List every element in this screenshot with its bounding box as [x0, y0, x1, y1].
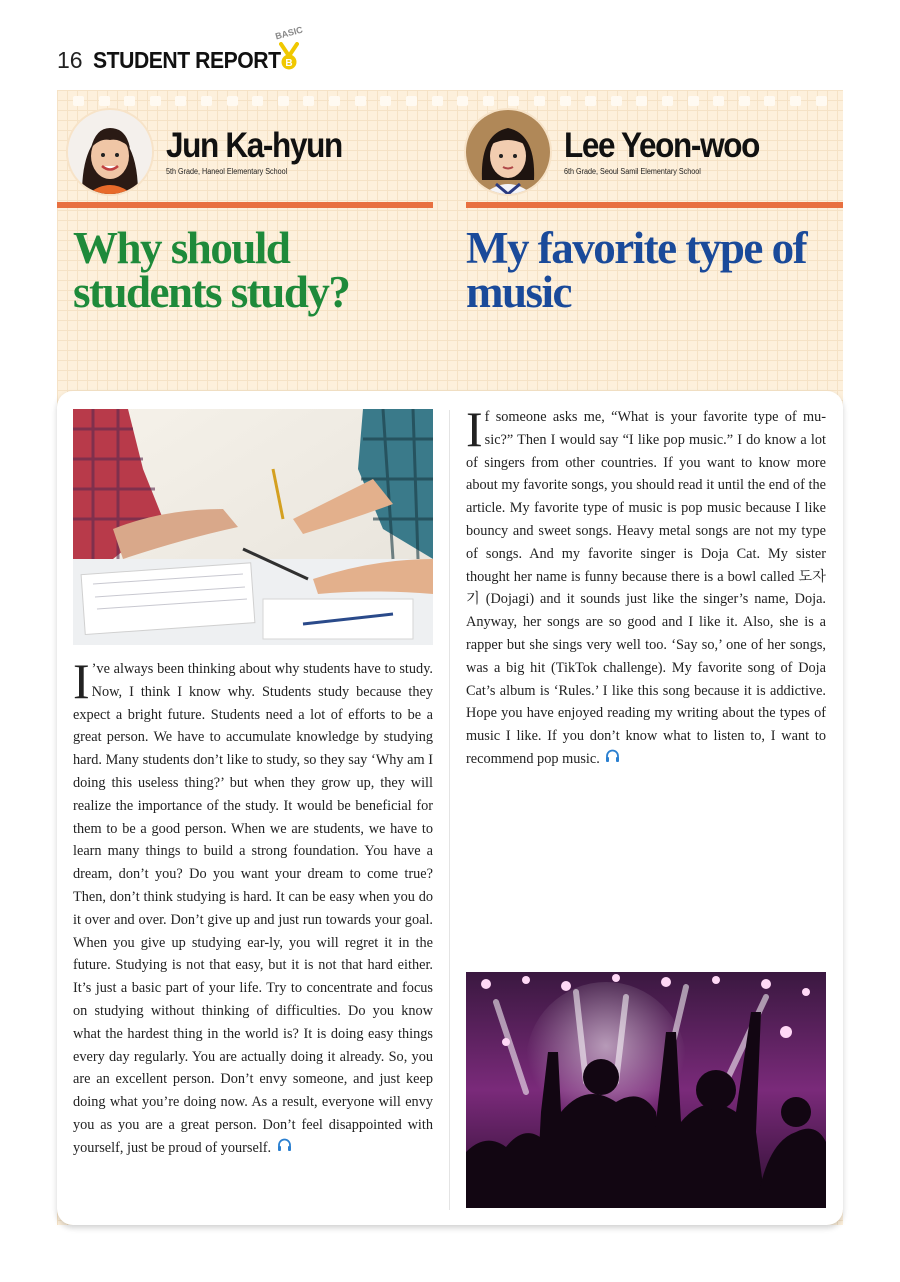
- left-body-text: ’ve always been thinking about why students have to study. Now, I think I know why. Students study because they expect a bright future. Students need a lot of efforts to be a great person. We have to accumulate knowledge by studying hard. Many students don’t like to study, so they say ‘Why am I doing this useless thing?’ but when they grow up, they will realize the importance of the study. It would be beneficial for them to be a good person. When we are students, we have to learn many things to build a strong foundation. You have a dream, don’t you? Do you want your dream to come true? Then, don’t think studying is hard. It can be easy when you do it over and over. Don’t give up and just run towards your goal. When you give up studying ear-ly, you will regret it in the future. Studying is not that easy, but it is not that hard either. It’s just a basic part of your life. Try to concentrate and focus on studying without thinking of difficulties. Do you know what the hardest thing in the world is? It is doing easy things every day regularly. You are actually doing it already. So, you are an excellent person. Don’t envy someone, and just keep doing what you’re doing now. As a result, everyone will envy you as you are a great person. Don’t feel disappointed with yourself, just be proud of yourself.: [73, 661, 433, 1156]
- students-studying-photo: [73, 409, 433, 645]
- column-divider: [449, 410, 450, 1210]
- basic-b-icon: [279, 42, 299, 70]
- left-author: [68, 110, 361, 194]
- badge-letter: B: [285, 58, 293, 69]
- right-title-line-2: music: [466, 267, 571, 317]
- page-header: [57, 40, 296, 80]
- tape-strip: [73, 96, 827, 108]
- right-author: [466, 110, 781, 194]
- page-number: 16: [57, 46, 83, 73]
- right-author-name: Lee Yeon-woo: [564, 126, 760, 165]
- right-author-avatar: [466, 110, 550, 194]
- right-article-title: [466, 223, 807, 317]
- concert-crowd-photo: [466, 972, 826, 1208]
- left-accent-bar: [57, 202, 433, 208]
- girl-portrait-icon: [68, 110, 152, 194]
- headphones-icon: [605, 748, 620, 771]
- right-author-school: 6th Grade, Seoul Samil Elementary School: [564, 167, 701, 176]
- left-author-avatar: [68, 110, 152, 194]
- left-author-school: 5th Grade, Haneol Elementary School: [166, 167, 288, 176]
- section-title: STUDENT REPORT: [92, 46, 281, 73]
- left-article-title: [73, 223, 350, 317]
- headphones-icon: [277, 1137, 292, 1160]
- badge-text: BASIC: [274, 24, 304, 42]
- right-accent-bar: [466, 202, 843, 208]
- right-article-body: [466, 401, 826, 771]
- left-title-line-1: Why should: [73, 223, 290, 273]
- left-dropcap: I: [73, 653, 90, 709]
- basic-level-badge: [274, 24, 307, 74]
- left-title-line-2: students study?: [73, 267, 350, 317]
- girl-portrait-icon: [466, 110, 550, 194]
- right-body-text: f someone asks me, “What is your favorite type of mu-sic?” Then I would say “I like pop music.” I do know a lot of singers from other countries. If you want to know more about my favorite songs, you should read it until the end of the article. My favorite type of music is pop music because I like bouncy and sweet songs. Heavy metal songs are not my type of songs. And my favorite singer is Doja Cat. My sister thought her name is funny because there is a bowl called 도자기 (Dojagi) and it sounds just like the singer’s name, Doja. Anyway, her songs are so good and I like it. Also, she is a rapper but she sings very well too. ‘Say so,’ one of her songs, was a big hit (TikTok challenge). My favorite song of Doja Cat’s album is ‘Rules.’ I like this song because it is addictive. Hope you have enjoyed reading my writing about the types of music I like. If you don’t know what to listen to, I want to recommend pop music.: [466, 409, 826, 767]
- left-article-body: [73, 653, 433, 1160]
- right-dropcap: I: [466, 401, 483, 457]
- right-title-line-1: My favorite type of: [466, 223, 807, 273]
- left-author-name: Jun Ka-hyun: [166, 126, 342, 165]
